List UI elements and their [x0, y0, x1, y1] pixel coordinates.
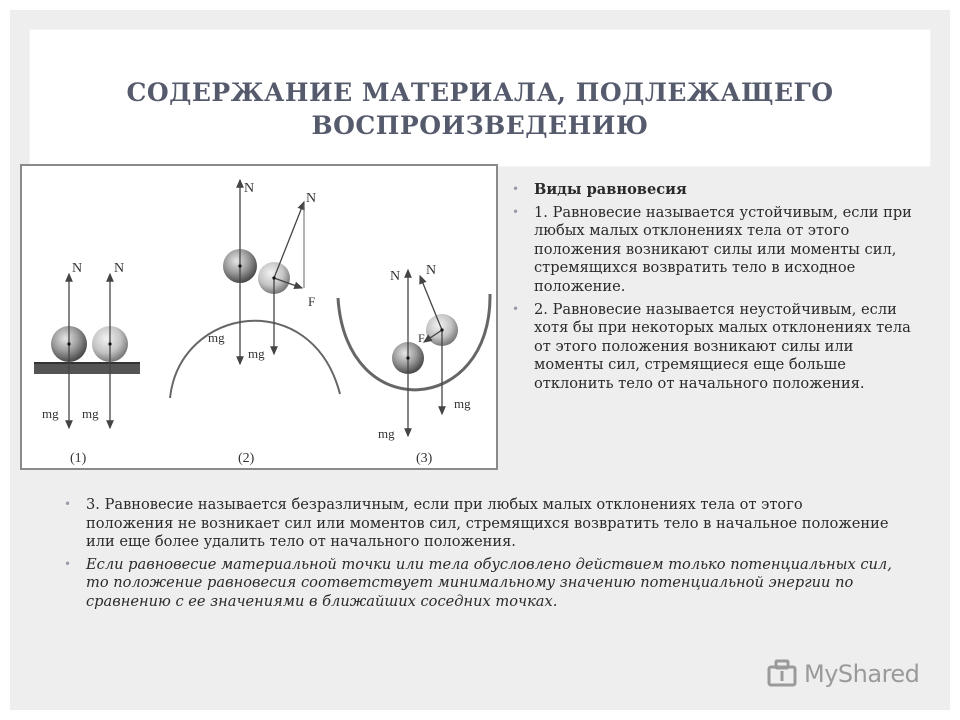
- panel-2-hill: [170, 180, 340, 466]
- bullet-potential: [64, 556, 894, 612]
- panel-1-flat: [34, 261, 140, 466]
- label-mg-1b: mg: [82, 406, 99, 421]
- bullet-heading-text: Виды равновесия: [534, 181, 687, 198]
- bullet-heading: [512, 181, 912, 200]
- label-mg-3a: mg: [454, 396, 471, 411]
- label-mg-1a: mg: [42, 406, 59, 421]
- label-mg-2b: mg: [248, 346, 265, 361]
- myshared-logo-text: MyShared: [804, 660, 920, 688]
- bullet-stable-text: 1. Равновесие называется устойчивым, если при любых малых отклонениях тела от этого положения возникают силы или моменты сил, стремящихся возвратить тело в исходное положение.: [534, 203, 912, 295]
- title-line-2: ВОСПРОИЗВЕДЕНИЮ: [311, 111, 649, 140]
- label-f-2: F: [308, 294, 316, 309]
- label-n-2b: N: [306, 191, 317, 206]
- label-n-2a: N: [244, 181, 255, 196]
- title-line-1: СОДЕРЖАНИЕ МАТЕРИАЛА, ПОДЛЕЖАЩЕГО: [126, 78, 834, 107]
- bullet-dot-icon: •: [64, 556, 72, 571]
- label-mg-2a: mg: [208, 330, 225, 345]
- label-f-3: F: [418, 331, 425, 345]
- equilibrium-diagram: [22, 166, 496, 468]
- bullet-dot-icon: •: [512, 301, 520, 316]
- myshared-logo-icon: [766, 658, 798, 690]
- bullet-potential-text: Если равновесие материальной точки или тела обусловлено действием только потенциальных сил, то положение равновесия соответствует минимальному значению потенциальной энергии по сравнению с ее значениями в ближайших соседних точках.: [86, 555, 892, 610]
- bottom-bullet-list: [64, 496, 894, 616]
- bullet-dot-icon: •: [512, 204, 520, 219]
- label-n-3a: N: [390, 269, 401, 284]
- bowl-curve: [338, 294, 490, 390]
- panel-label-1: (1): [70, 451, 87, 466]
- label-n-3b: N: [426, 263, 437, 278]
- label-n-1b: N: [114, 261, 125, 276]
- bullet-unstable-text: 2. Равновесие называется неустойчивым, если хотя бы при некоторых малых отклонениях тела от этого положения возникают силы или моменты сил, стремящиеся еще больше отклонить тело от начального положения.: [534, 300, 911, 392]
- label-mg-3b: mg: [378, 426, 395, 441]
- right-bullet-list: [512, 181, 912, 398]
- myshared-logo: [766, 654, 936, 694]
- equilibrium-figure: [20, 164, 498, 470]
- bullet-indifferent: [64, 496, 894, 552]
- panel-label-2: (2): [238, 451, 255, 466]
- flat-surface: [34, 364, 140, 374]
- bullet-stable: [512, 204, 912, 297]
- panel-label-3: (3): [416, 451, 433, 466]
- bullet-unstable: [512, 301, 912, 394]
- slide-title: [30, 76, 930, 142]
- bullet-indifferent-text: 3. Равновесие называется безразличным, если при любых малых отклонениях тела от этого положения не возникает сил или моментов сил, стремящихся возвратить тело в начальное положение или еще более удалить тело от начального положения.: [86, 496, 889, 551]
- bullet-dot-icon: •: [64, 497, 72, 511]
- title-box: [30, 30, 930, 166]
- panel-3-bowl: [338, 263, 490, 466]
- bullet-dot-icon: •: [512, 182, 520, 196]
- label-n-1a: N: [72, 261, 83, 276]
